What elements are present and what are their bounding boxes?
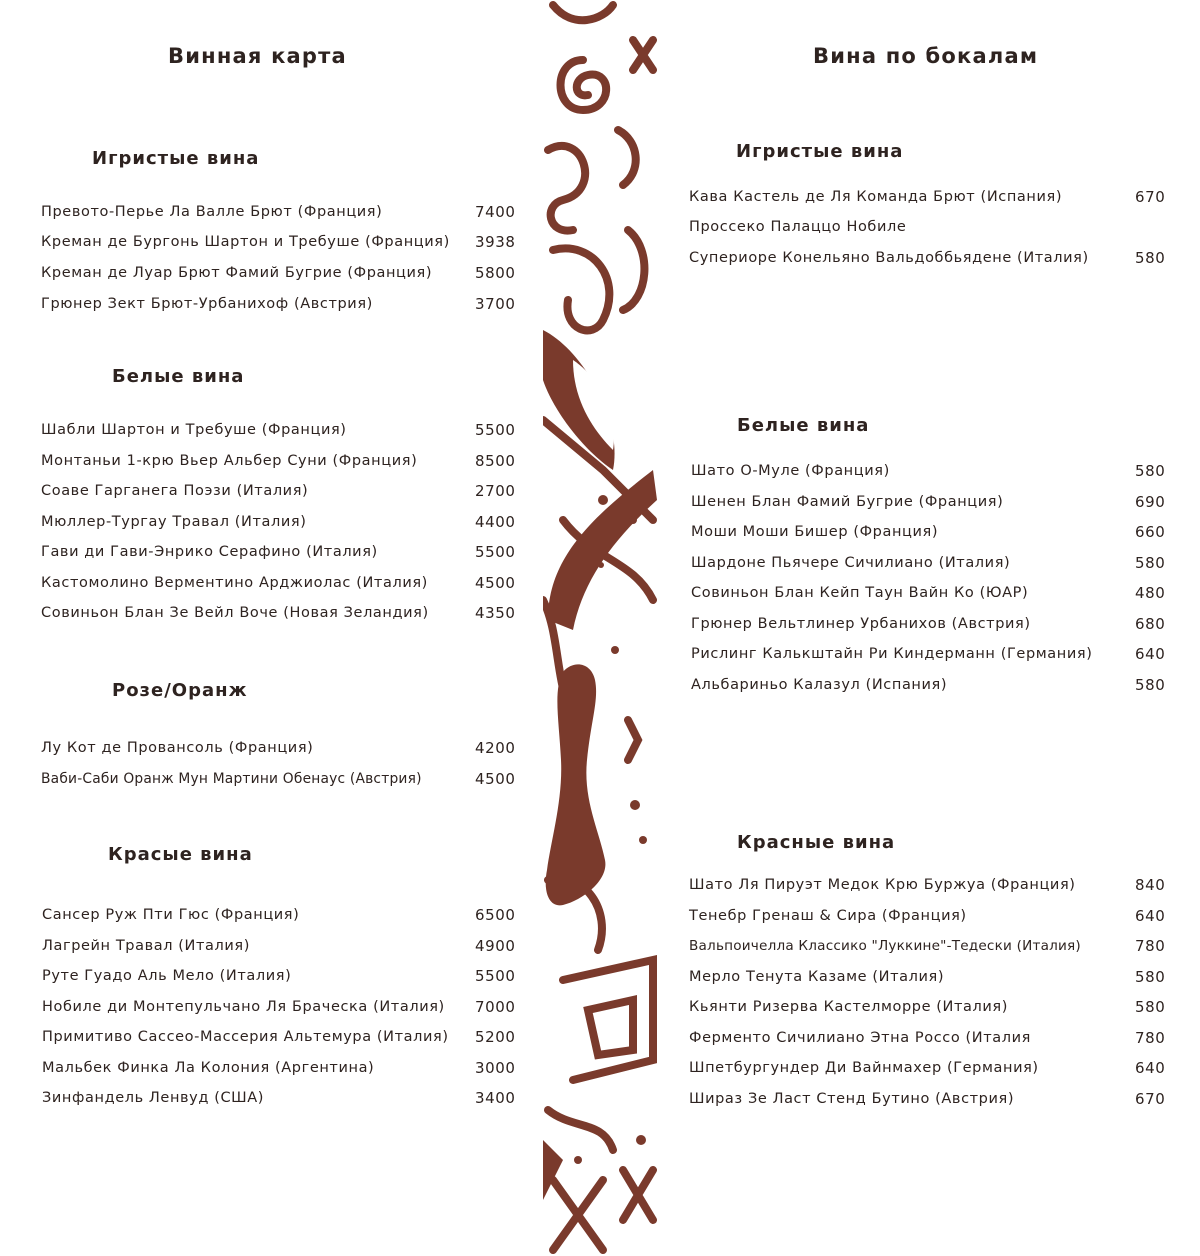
- item-price: 4500: [475, 574, 516, 592]
- menu-item: [42, 964, 520, 988]
- item-name: Креман де Луар Брют Фамий Бугрие (Франция): [41, 265, 433, 281]
- item-price: 660: [1135, 523, 1166, 541]
- menu-item: [41, 540, 519, 564]
- menu-item: [691, 673, 1197, 697]
- item-name: Рислинг Калькштайн Ри Киндерманн (Германия): [691, 646, 1093, 662]
- item-price: 580: [1135, 462, 1166, 480]
- item-name: Примитиво Сассео-Массерия Альтемура (Италия): [42, 1029, 449, 1045]
- item-price: 690: [1135, 493, 1166, 511]
- menu-item: [691, 520, 1197, 544]
- item-price: 680: [1135, 615, 1166, 633]
- item-name: Совиньон Блан Кейп Таун Вайн Ко (ЮАР): [691, 585, 1029, 601]
- menu-item: [689, 873, 1197, 897]
- item-name: Альбариньо Калазул (Испания): [691, 677, 948, 693]
- item-price: 580: [1135, 998, 1166, 1016]
- page-title-by-glass: Вина по бокалам: [813, 44, 1039, 68]
- menu-item: [691, 551, 1197, 575]
- menu-item: [689, 1087, 1197, 1111]
- item-price: 840: [1135, 876, 1166, 894]
- item-name: Мальбек Финка Ла Колония (Аргентина): [42, 1060, 375, 1076]
- menu-item: [689, 246, 1197, 270]
- menu-item: [41, 200, 519, 224]
- item-name: Супериоре Конельяно Вальдоббьядене (Италия): [689, 250, 1089, 266]
- item-price: 670: [1135, 1090, 1166, 1108]
- item-price: 5500: [475, 543, 516, 561]
- item-name: Соаве Гарганега Поэзи (Италия): [41, 483, 309, 499]
- item-price: 580: [1135, 249, 1166, 267]
- item-price: 580: [1135, 554, 1166, 572]
- menu-item: [689, 185, 1197, 209]
- menu-item: [689, 965, 1197, 989]
- item-price: 7400: [475, 203, 516, 221]
- item-name: Нобиле ди Монтепульчано Ля Браческа (Италия): [42, 999, 445, 1015]
- menu-item: [42, 1056, 520, 1080]
- section-heading-white: Белые вина: [112, 366, 245, 387]
- item-price: 4900: [475, 937, 516, 955]
- item-name: Лагрейн Травал (Италия): [42, 938, 251, 954]
- section-heading-rose-orange: Розе/Оранж: [112, 680, 248, 701]
- item-price: 5200: [475, 1028, 516, 1046]
- item-name: Кьянти Ризерва Кастелморре (Италия): [689, 999, 1009, 1015]
- section-heading-red: Красые вина: [108, 844, 253, 865]
- item-price: 480: [1135, 584, 1166, 602]
- menu-item: [42, 903, 520, 927]
- item-price: 8500: [475, 452, 516, 470]
- item-name: Шато Ля Пируэт Медок Крю Буржуа (Франция): [689, 877, 1076, 893]
- item-price: 780: [1135, 937, 1166, 955]
- menu-item: [41, 736, 519, 760]
- menu-item: [689, 904, 1197, 928]
- item-price: 640: [1135, 1059, 1166, 1077]
- menu-item: [41, 292, 519, 316]
- item-name: Мерло Тенута Казаме (Италия): [689, 969, 945, 985]
- menu-item: [41, 571, 519, 595]
- item-price: 4400: [475, 513, 516, 531]
- menu-item: [41, 261, 519, 285]
- item-name: Кава Кастель де Ля Команда Брют (Испания): [689, 189, 1063, 205]
- item-name: Руте Гуадо Аль Мело (Италия): [42, 968, 292, 984]
- item-name: Кастомолино Верментино Арджиолас (Италия): [41, 575, 428, 591]
- item-price: 580: [1135, 968, 1166, 986]
- menu-item: [41, 601, 519, 625]
- item-name: Монтаньи 1-крю Вьер Альбер Суни (Франция): [41, 453, 418, 469]
- item-price: 640: [1135, 645, 1166, 663]
- menu-item: [41, 767, 519, 791]
- menu-item: [689, 934, 1197, 958]
- menu-item: [689, 995, 1197, 1019]
- item-name: Шато О-Муле (Франция): [691, 463, 890, 479]
- menu-item: [691, 490, 1197, 514]
- menu-item: [689, 1056, 1197, 1080]
- item-name: Грюнер Зект Брют-Урбанихоф (Австрия): [41, 296, 373, 312]
- item-price: 670: [1135, 188, 1166, 206]
- item-name: Моши Моши Бишер (Франция): [691, 524, 939, 540]
- item-price: 5500: [475, 967, 516, 985]
- item-name: Креман де Бургонь Шартон и Требуше (Франция): [41, 234, 450, 250]
- item-name: Совиньон Блан Зе Вейл Воче (Новая Зеландия): [41, 605, 429, 621]
- item-name: Сансер Руж Пти Гюс (Франция): [42, 907, 300, 923]
- item-name: Шабли Шартон и Требуше (Франция): [41, 422, 347, 438]
- menu-item: [689, 1026, 1197, 1050]
- menu-item: [691, 642, 1197, 666]
- item-price: 7000: [475, 998, 516, 1016]
- item-price: 780: [1135, 1029, 1166, 1047]
- item-name: Шираз Зе Ласт Стенд Бутино (Австрия): [689, 1091, 1015, 1107]
- item-name: Ваби-Саби Оранж Мун Мартини Обенаус (Австрия): [41, 771, 422, 787]
- menu-item: [41, 230, 519, 254]
- section-heading-sparkling: Игристые вина: [736, 141, 904, 162]
- menu-item: [42, 934, 520, 958]
- menu-item: [41, 418, 519, 442]
- item-price: 4500: [475, 770, 516, 788]
- item-name: Лу Кот де Провансоль (Франция): [41, 740, 314, 756]
- item-name: Вальпоичелла Классико "Луккине"-Тедески (Италия): [689, 938, 1081, 954]
- item-name: Превото-Перье Ла Валле Брют (Франция): [41, 204, 383, 220]
- page-title: Винная карта: [168, 44, 347, 68]
- menu-item: [691, 459, 1197, 483]
- item-price: 5800: [475, 264, 516, 282]
- item-name: Проссеко Палаццо Нобиле: [689, 219, 907, 235]
- item-price: 4200: [475, 739, 516, 757]
- ornament-illustration: [543, 0, 657, 1256]
- menu-item: [691, 612, 1197, 636]
- item-price: 3700: [475, 295, 516, 313]
- menu-item: [41, 510, 519, 534]
- item-price: 2700: [475, 482, 516, 500]
- item-price: 640: [1135, 907, 1166, 925]
- menu-item: [689, 215, 1197, 239]
- item-name: Шардоне Пьячере Сичилиано (Италия): [691, 555, 1011, 571]
- item-price: 3938: [475, 233, 516, 251]
- menu-item: [41, 479, 519, 503]
- item-price: 4350: [475, 604, 516, 622]
- section-heading-white: Белые вина: [737, 415, 870, 436]
- section-heading-sparkling: Игристые вина: [92, 148, 260, 169]
- item-price: 6500: [475, 906, 516, 924]
- section-heading-red: Красные вина: [737, 832, 896, 853]
- item-price: 5500: [475, 421, 516, 439]
- menu-item: [691, 581, 1197, 605]
- item-name: Тенебр Гренаш & Сира (Франция): [689, 908, 967, 924]
- item-name: Шпетбургундер Ди Вайнмахер (Германия): [689, 1060, 1039, 1076]
- menu-item: [42, 995, 520, 1019]
- menu-item: [41, 449, 519, 473]
- item-name: Шенен Блан Фамий Бугрие (Франция): [691, 494, 1004, 510]
- item-name: Мюллер-Тургау Травал (Италия): [41, 514, 307, 530]
- item-name: Зинфандель Ленвуд (США): [42, 1090, 265, 1106]
- item-price: 3400: [475, 1089, 516, 1107]
- decorative-ornament-strip: [543, 0, 657, 1256]
- item-name: Ферменто Сичилиано Этна Россо (Италия: [689, 1030, 1031, 1046]
- item-price: 580: [1135, 676, 1166, 694]
- item-price: 3000: [475, 1059, 516, 1077]
- item-name: Гави ди Гави-Энрико Серафино (Италия): [41, 544, 378, 560]
- item-name: Грюнер Вельтлинер Урбанихов (Австрия): [691, 616, 1031, 632]
- menu-item: [42, 1025, 520, 1049]
- menu-item: [42, 1086, 520, 1110]
